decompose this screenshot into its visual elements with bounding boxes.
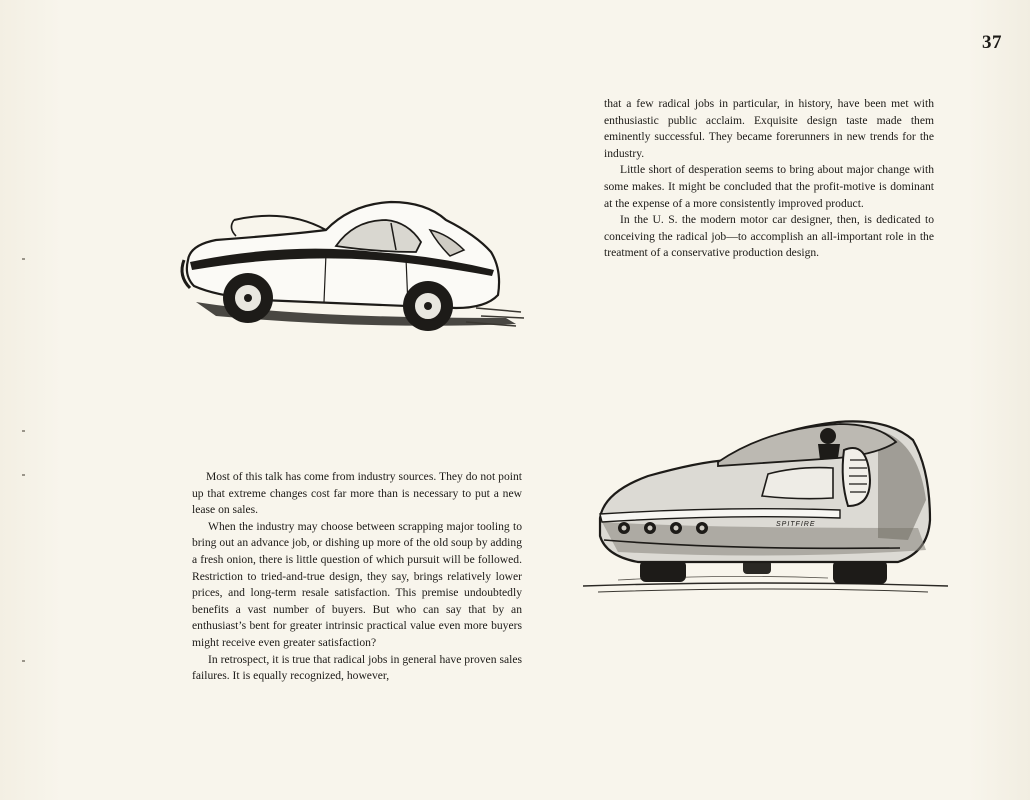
paragraph: Little short of desperation seems to bring about major change with some makes. It might be concluded that the profit-motive is dominant at the expense of a more consistently improved product.: [604, 163, 934, 210]
paragraph: In retrospect, it is true that radical jobs in general have proven sales failures. It is equally recognized, however,: [192, 652, 522, 683]
page-number: 37: [982, 32, 1002, 53]
page-speck: [22, 474, 25, 476]
paragraph: that a few radical jobs in particular, in history, have been met with enthusiastic public acclaim. Exquisite design taste made them eminently successful. They became forerunners in new trends for the industry.: [604, 97, 934, 160]
coupe-sketch-illustration: [176, 190, 526, 340]
spitfire-concept-car-illustration: [578, 410, 963, 610]
paragraph: In the U. S. the modern motor car designer, then, is dedicated to conceiving the radical job—to accomplish an all-important role in the treatment of a conservative production design.: [604, 213, 934, 260]
car-badge-text: SPITFIRE: [776, 521, 816, 528]
paragraph: When the industry may choose between scrapping major tooling to bring out an advance job, or dishing up more of the old soup by adding a fresh onion, there is little question of which pursuit will be followed. Restriction to tried-and-true design, they say, brings relatively lower prices, and long-term resale satisfaction. This premise undoubtedly benefits a vast number of buyers. But who can say that by an enthusiast’s bent for greater intrinsic practical value even more buyers might receive even greater satisfaction?: [192, 519, 522, 649]
page-speck: [22, 660, 25, 662]
page-speck: [22, 258, 25, 260]
bottom-text-column: [192, 469, 522, 685]
page-speck: [22, 430, 25, 432]
top-text-column: [604, 96, 934, 262]
paragraph: Most of this talk has come from industry sources. They do not point up that extreme changes cost far more than is necessary to put a new lease on sales.: [192, 470, 522, 517]
